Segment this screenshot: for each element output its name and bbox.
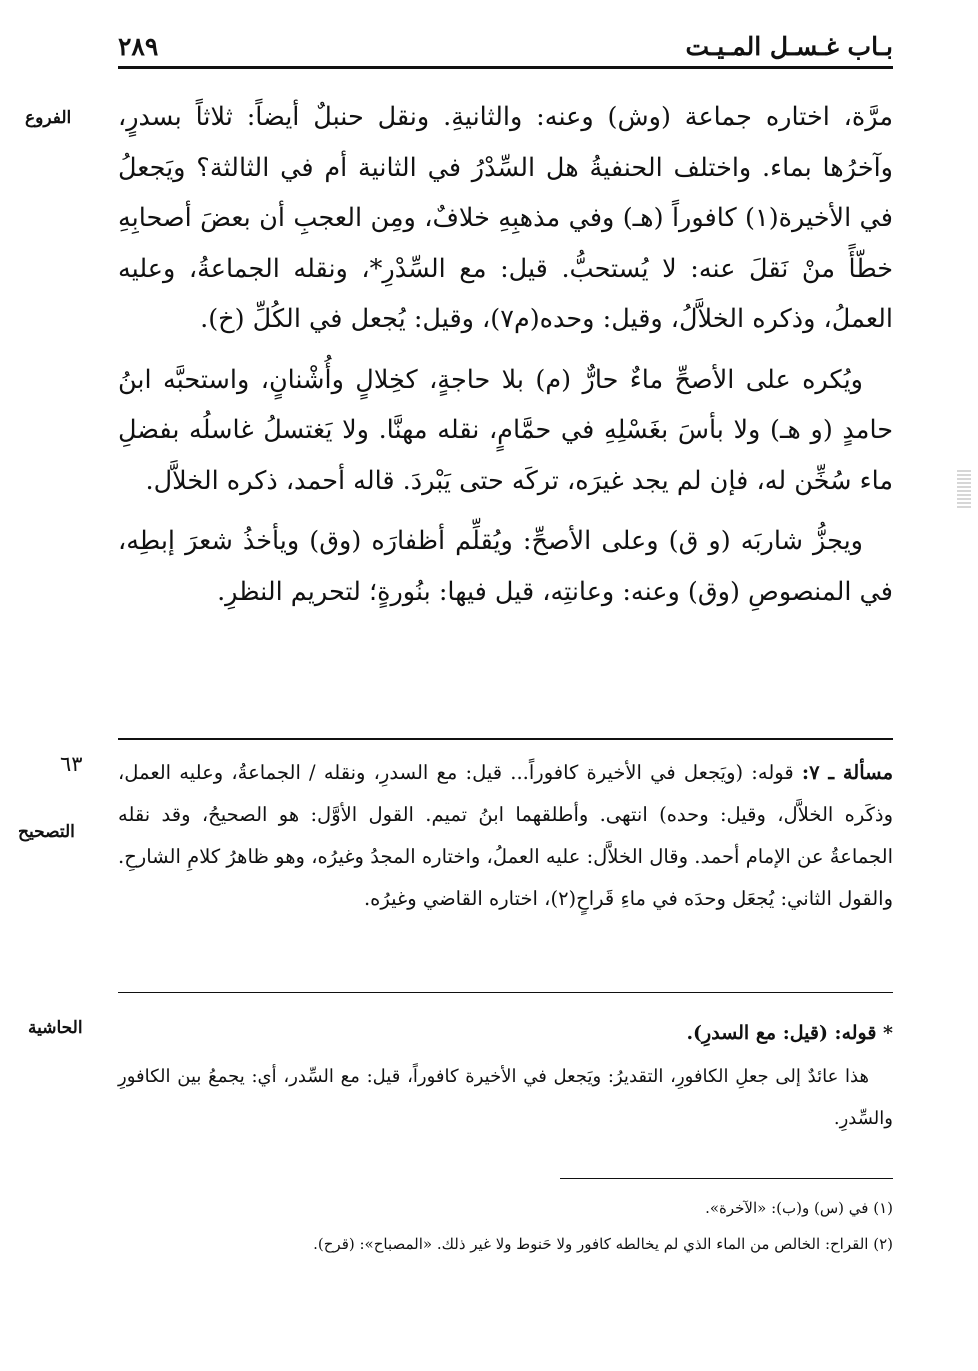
paragraph: مرَّة، اختاره جماعة (وش) وعنه: والثانيةِ. ونقل حنبلٌ أيضاً: ثلاثاً بسدرٍ، وآخرُها بماء. واختلف الحنفيةُ هل السِّدْرُ في الثانية أم في الثالثة؟ ويَجعلُ في الأخيرة(١) كافوراً (هـ) وفي مذهبِهِ خلافٌ، ومِن العجبِ أن بعضَ أصحابِهِ خطّأً منْ نَقلَ عنه: لا يُستحبُّ. قيل: مع السِّدْرِ*، ونقله الجماعةُ، وعليه العملُ، وذكره الخلاَّلُ، وقيل: وحده(م٧)، وقيل: يُجعل في الكُلِّ (خ).	[118, 102, 894, 334]
footnote-rule	[560, 1178, 893, 1179]
page-number: ٢٨٩	[118, 32, 159, 61]
hashiya-text: هذا عائدٌ إلى جعلِ الكافورِ، التقديرُ: ويَجعل في الأخيرة كافوراً، قيل: مع السِّدر، أي: يجمعُ بين الكافورِ والسِّدرِ.	[118, 1066, 893, 1129]
paragraph: ويُكره على الأصحِّ ماءٌ حارٌّ (م) بلا حاجةٍ، كخِلالٍ وأُشْنانٍ، واستحبَّه ابنُ حامدٍ (و هـ) ولا بأسَ بغَسْلِهِ في حمَّامٍ، نقله مهنَّا. ولا يَغتسلُ غاسلُه بفضلِ ماء سُخِّن له، فإن لم يجد غيرَه، تركَه حتى يَبْردَ. قاله أحمد، ذكره الخلاَّل.	[118, 364, 893, 496]
tashih-text: قوله: (ويَجعل في الأخيرة كافوراً... قيل: مع السدرِ، ونقله / الجماعةُ، وعليه العمل، وذكَره الخلاَّل، وقيل: وحده) انتهى. وأطلقهما ابنُ تميم. القول الأوَّل: هو الصحيحُ، وقد نقله الجماعةُ عن الإمام أحمد. وقال الخلاَّل: عليه العملُ، واختاره المجدُ وغيرُه، وهو ظاهرُ كلامِ الشارحِ. والقول الثاني: يُجعَل وحدَه في ماءِ قَراحٍ(٢)، اختاره القاضي وغيرُه.	[118, 761, 893, 910]
main-text	[118, 92, 893, 617]
paragraph: ويجزُّ شاربَه (و ق) وعلى الأصحِّ: ويُقلِّم أظفارَه (وق) ويأخذُ شعرَ إبطِه، في المنصوصِ (وق) وعنه: وعانتِه، قيل فيها: بنُورةٍ؛ لتحريم النظرِ.	[118, 526, 893, 607]
scan-artifact	[957, 470, 971, 510]
section-divider	[118, 738, 893, 740]
chapter-title: بـاب غـسـل المـيـت	[685, 32, 893, 61]
tashih-number: ٦٣	[60, 752, 83, 776]
tashih-paragraph	[118, 752, 893, 920]
masala-label: مسألة ـ ٧:	[801, 761, 894, 784]
page-header	[118, 28, 893, 66]
footnote: (١) في (س) و(ب): «الآخرة».	[705, 1199, 893, 1217]
header-rule	[118, 66, 893, 69]
margin-label-hashiya: الحاشية	[28, 1018, 83, 1038]
section-divider	[118, 992, 893, 993]
footnote: (٢) القراح: الخالص من الماء الذي لم يخالطه كافور ولا حَنوط ولا غير ذلك. «المصباح»: (قرح).	[313, 1235, 893, 1253]
hashiya-section	[118, 1012, 893, 1140]
margin-label-furu: الفروع	[25, 108, 72, 128]
hashiya-heading: * قوله: (قيل: مع السدرِ).	[686, 1022, 893, 1044]
footnotes	[118, 1190, 893, 1262]
margin-label-tashih: التصحيح	[18, 822, 75, 842]
tashih-section	[118, 752, 893, 920]
